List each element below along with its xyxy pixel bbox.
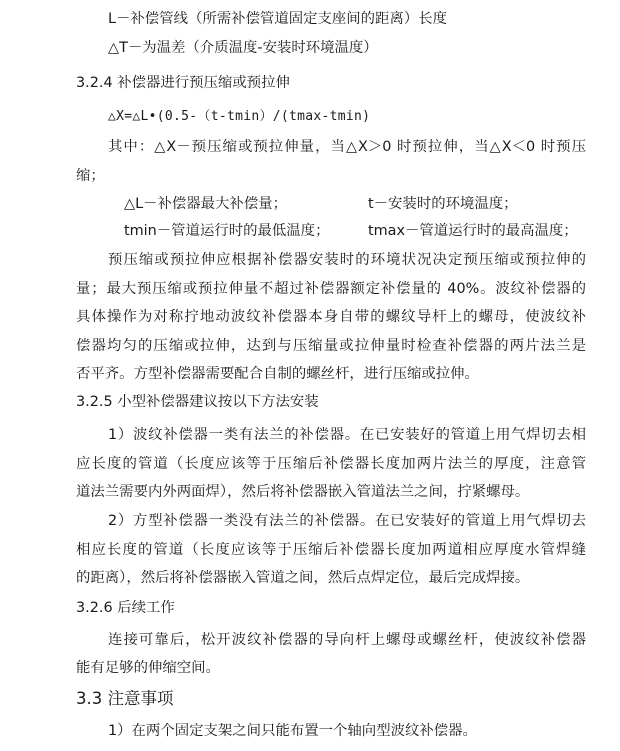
section-heading-3-2-6: 3.2.6 后续工作 bbox=[76, 600, 175, 616]
section-heading-3-2-4: 3.2.4 补偿器进行预压缩或预拉伸 bbox=[76, 75, 290, 91]
definition-item: △L－补偿器最大补偿量； bbox=[124, 196, 287, 212]
definition-item: tmin－管道运行时的最低温度； bbox=[124, 223, 330, 239]
paragraph-line: 量；最大预压缩或预拉伸量不超过补偿器额定补偿量的 40%。波纹补偿器的 bbox=[76, 281, 586, 297]
definition-item: t－安装时的环境温度； bbox=[368, 196, 518, 212]
paragraph-line: 应长度的管道（长度应该等于压缩后补偿器长度加两片法兰的厚度，注意管 bbox=[76, 456, 586, 472]
paragraph-line: 具体操作为对称拧地动波纹补偿器本身自带的螺纹导杆上的螺母，使波纹补 bbox=[76, 309, 586, 325]
definition-item: tmax－管道运行时的最高温度； bbox=[368, 223, 578, 239]
section-heading-3-3: 3.3 注意事项 bbox=[76, 689, 174, 708]
paragraph-line: 预压缩或预拉伸应根据补偿器安装时的环境状况决定预压缩或预拉伸的 bbox=[108, 252, 586, 268]
text-line: L－补偿管线（所需补偿管道固定支座间的距离）长度 bbox=[108, 11, 448, 27]
paragraph-line: 相应长度的管道（长度应该等于压缩后补偿器长度加两道相应厚度水管焊缝 bbox=[76, 542, 586, 558]
paragraph-line: 连接可靠后，松开波纹补偿器的导向杆上螺母或螺丝杆，使波纹补偿器 bbox=[108, 632, 586, 648]
paragraph-line: 偿器均匀的压缩或拉伸，达到与压缩量或拉伸量时检查补偿器的两片法兰是 bbox=[76, 338, 586, 354]
paragraph-line: 1）在两个固定支架之间只能布置一个轴向型波纹补偿器。 bbox=[108, 723, 477, 739]
section-heading-3-2-5: 3.2.5 小型补偿器建议按以下方法安装 bbox=[76, 394, 319, 410]
text-line: 其中：△X－预压缩或预拉伸量，当△X＞0 时预拉伸，当△X＜0 时预压 bbox=[108, 139, 586, 155]
paragraph-line: 2）方型补偿器一类没有法兰的补偿器。在已安装好的管道上用气焊切去 bbox=[108, 513, 586, 529]
text-line: 缩； bbox=[76, 168, 105, 184]
text-line: △T－为温差（介质温度-安装时环境温度） bbox=[108, 40, 378, 56]
paragraph-line: 的距离），然后将补偿器嵌入管道之间，然后点焊定位，最后完成焊接。 bbox=[76, 570, 530, 586]
paragraph-line: 道法兰需要内外两面焊），然后将补偿器嵌入管道法兰之间，拧紧螺母。 bbox=[76, 484, 530, 500]
paragraph-line: 能有足够的伸缩空间。 bbox=[76, 660, 220, 676]
paragraph-line: 1）波纹补偿器一类有法兰的补偿器。在已安装好的管道上用气焊切去相 bbox=[108, 427, 586, 443]
formula-line: △X=△L•(0.5-（t-tmin）/(tmax-tmin) bbox=[108, 109, 371, 124]
paragraph-line: 否平齐。方型补偿器需要配合自制的螺丝杆，进行压缩或拉伸。 bbox=[76, 366, 479, 382]
